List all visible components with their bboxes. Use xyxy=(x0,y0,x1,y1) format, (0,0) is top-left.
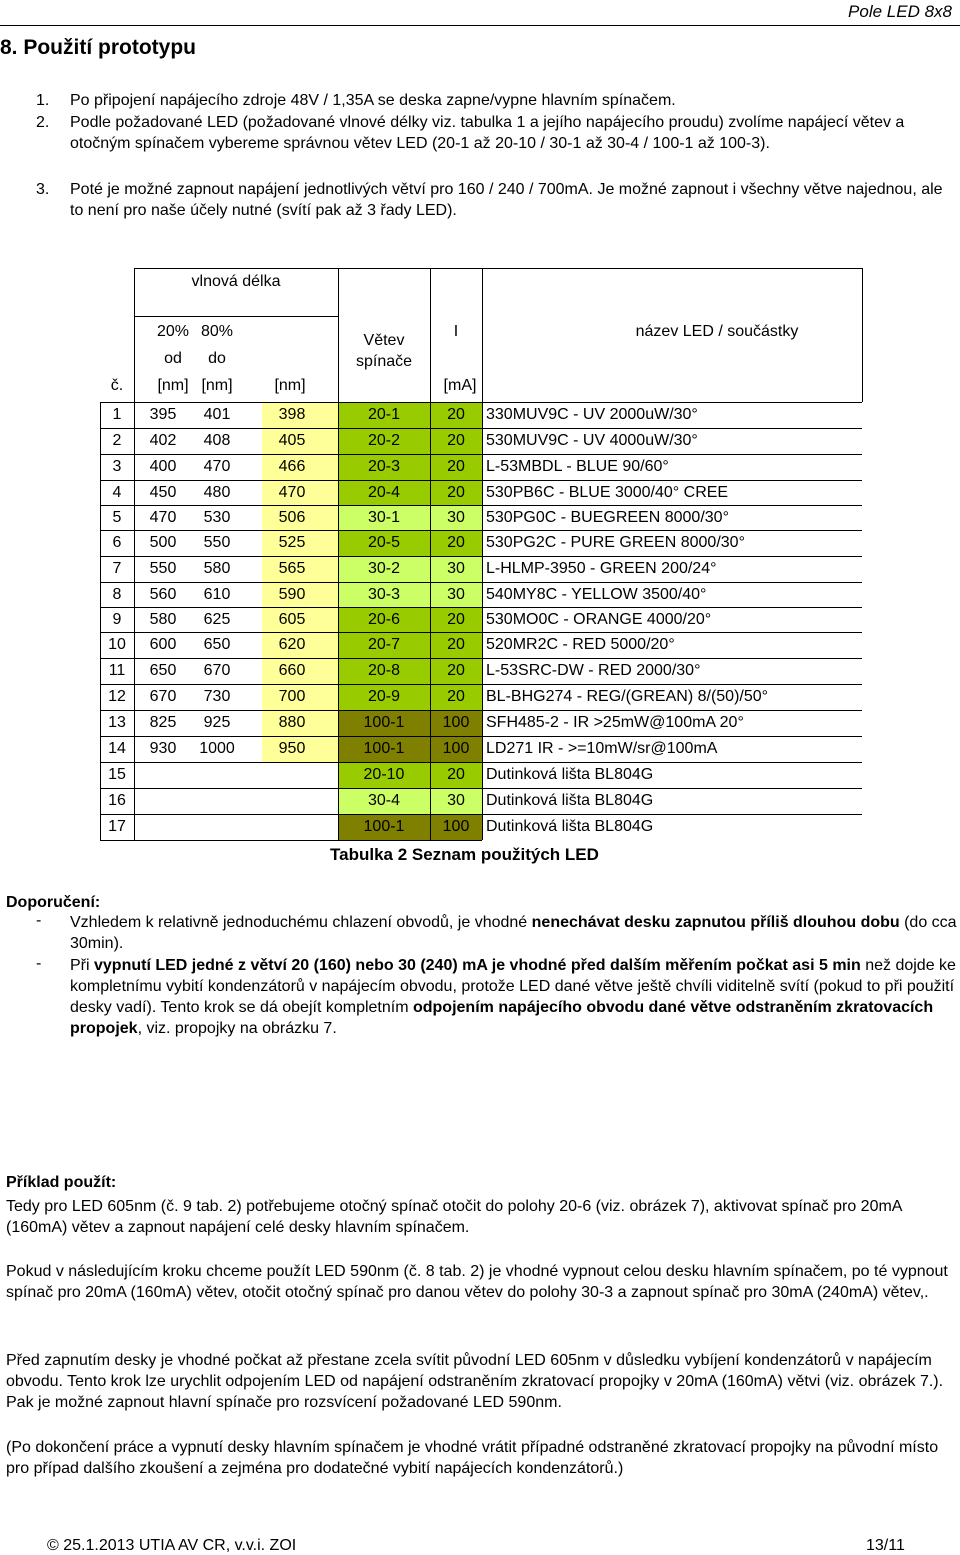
row-number: 17 xyxy=(108,818,126,835)
table-rule xyxy=(100,480,862,481)
table-rule xyxy=(100,505,862,506)
row-from: 930 xyxy=(149,740,177,757)
table-rule xyxy=(100,556,862,557)
row-to: 530 xyxy=(203,509,231,526)
row-current: 100 xyxy=(442,740,470,757)
table-rule xyxy=(100,710,862,711)
row-number: 13 xyxy=(108,714,126,731)
row-peak: 880 xyxy=(278,714,306,731)
header-peak-unit: [nm] xyxy=(274,377,306,394)
row-led-name: L-HLMP-3950 - GREEN 200/24° xyxy=(486,560,717,577)
row-peak: 470 xyxy=(278,484,306,501)
row-peak: 590 xyxy=(278,586,306,603)
row-branch: 30-4 xyxy=(367,792,401,809)
row-led-name: LD271 IR - >=10mW/sr@100mA xyxy=(486,740,718,757)
row-from: 500 xyxy=(149,534,177,551)
step-number: 3. xyxy=(36,181,50,198)
step-text: Poté je možné zapnout napájení jednotlivých větví pro 160 / 240 / 700mA. Je možné zapnout i všechny větve najednou, ale to není pro naše účely nutné (svítí pak až 3 řady LED). xyxy=(70,181,943,219)
row-branch: 20-3 xyxy=(367,458,401,475)
recommend-text: Vzhledem k relativně jednoduchému chlazení obvodů, je vhodné xyxy=(70,914,532,931)
table-rule xyxy=(338,402,339,840)
row-to: 401 xyxy=(203,406,231,423)
table-rule xyxy=(482,402,483,840)
row-led-name: L-53MBDL - BLUE 90/60° xyxy=(486,458,669,475)
header-led-name: název LED / součástky xyxy=(635,323,799,340)
table-rule xyxy=(100,632,862,633)
row-led-name: 540MY8C - YELLOW 3500/40° xyxy=(486,586,707,603)
row-current: 20 xyxy=(447,688,465,705)
row-number: 4 xyxy=(112,484,122,501)
table-rule xyxy=(338,268,862,269)
row-from: 550 xyxy=(149,560,177,577)
row-number: 6 xyxy=(112,534,122,551)
row-number: 8 xyxy=(112,586,122,603)
row-to: 925 xyxy=(203,714,231,731)
header-to: do xyxy=(208,350,226,367)
table-rule xyxy=(100,402,101,840)
recommend-emphasis: odpojením napájecího obvodu dané větve odstraněním zkratovacích propojek xyxy=(70,999,934,1037)
row-from: 600 xyxy=(149,636,177,653)
row-branch: 20-8 xyxy=(367,662,401,679)
table-rule xyxy=(100,428,862,429)
row-to: 625 xyxy=(203,611,231,628)
row-from: 450 xyxy=(149,484,177,501)
table-rule xyxy=(100,684,862,685)
table-rule xyxy=(430,402,431,840)
row-branch: 20-1 xyxy=(367,406,401,423)
row-from: 470 xyxy=(149,509,177,526)
row-to: 408 xyxy=(203,432,231,449)
example-paragraph-2: Pokud v následujícím kroku chceme použít LED 590nm (č. 8 tab. 2) je vhodné vypnout celou desku hlavním spínačem, po té vypnout spínač pro 20mA (160mA) větev, otočit otočný spínač pro danou větev do polohy 30-3 a zapnout spínač pro 30mA (240mA) větev,. xyxy=(6,1263,948,1301)
row-branch: 100-1 xyxy=(363,740,405,757)
header-80pct: 80% xyxy=(200,323,234,340)
row-number: 14 xyxy=(108,740,126,757)
row-from: 402 xyxy=(149,432,177,449)
row-peak: 660 xyxy=(278,662,306,679)
row-peak: 525 xyxy=(278,534,306,551)
row-branch: 20-4 xyxy=(367,484,401,501)
recommend-text: než dojde ke kompletnímu vybití kondenzátorů v napájecím obvodu, protože LED dané větve ještě chvíli viditelně svítí (pokud to při použití desky vadí). Tento krok se dá obejít kompletním xyxy=(70,957,956,1016)
row-led-name: 530PB6C - BLUE 3000/40° CREE xyxy=(486,484,729,501)
row-to: 550 xyxy=(203,534,231,551)
header-from-unit: [nm] xyxy=(157,377,189,394)
row-current: 30 xyxy=(447,792,465,809)
row-current: 100 xyxy=(442,714,470,731)
row-peak: 405 xyxy=(278,432,306,449)
row-peak: 950 xyxy=(278,740,306,757)
row-number: 5 xyxy=(112,509,122,526)
row-to: 730 xyxy=(203,688,231,705)
row-from: 400 xyxy=(149,458,177,475)
header-20pct: 20% xyxy=(156,323,190,340)
row-led-name: 530PG0C - BUEGREEN 8000/30° xyxy=(486,509,729,526)
header-to-unit: [nm] xyxy=(201,377,233,394)
row-branch: 20-5 xyxy=(367,534,401,551)
table-rule xyxy=(100,454,862,455)
table-rule xyxy=(100,582,862,583)
row-current: 20 xyxy=(447,406,465,423)
table-rule xyxy=(134,268,338,269)
recommend-emphasis: nenechávat desku zapnutou příliš dlouhou dobu xyxy=(531,914,900,931)
row-branch: 100-1 xyxy=(363,818,405,835)
row-branch: 20-7 xyxy=(367,636,401,653)
row-number: 10 xyxy=(108,636,126,653)
row-number: 9 xyxy=(112,611,122,628)
header-doc-title: Pole LED 8x8 xyxy=(848,2,952,21)
row-peak: 506 xyxy=(278,509,306,526)
table-rule xyxy=(100,530,862,531)
row-to: 670 xyxy=(203,662,231,679)
row-peak: 605 xyxy=(278,611,306,628)
row-led-name: 520MR2C - RED 5000/20° xyxy=(486,636,675,653)
row-peak: 620 xyxy=(278,636,306,653)
row-current: 20 xyxy=(447,458,465,475)
row-number: 12 xyxy=(108,688,126,705)
row-to: 610 xyxy=(203,586,231,603)
header-current: I xyxy=(453,323,459,340)
row-current: 100 xyxy=(442,818,470,835)
row-current: 20 xyxy=(447,662,465,679)
table-rule xyxy=(100,736,862,737)
row-peak: 466 xyxy=(278,458,306,475)
row-current: 20 xyxy=(447,766,465,783)
row-current: 20 xyxy=(447,611,465,628)
table-rule xyxy=(100,607,862,608)
row-from: 650 xyxy=(149,662,177,679)
row-led-name: BL-BHG274 - REG/(GREAN) 8/(50)/50° xyxy=(486,688,769,705)
row-to: 1000 xyxy=(199,740,235,757)
row-branch: 20-9 xyxy=(367,688,401,705)
row-from: 395 xyxy=(149,406,177,423)
table-rule xyxy=(100,402,862,403)
row-current: 30 xyxy=(447,560,465,577)
row-current: 20 xyxy=(447,484,465,501)
row-led-name: Dutinková lišta BL804G xyxy=(486,818,654,835)
example-paragraph-1: Tedy pro LED 605nm (č. 9 tab. 2) potřebujeme otočný spínač otočit do polohy 20-6 (viz. obrázek 7), aktivovat spínač pro 20mA (160mA) větev a zapnout napájení celé desky hlavním spínačem. xyxy=(6,1198,902,1236)
row-led-name: Dutinková lišta BL804G xyxy=(486,766,654,783)
row-current: 20 xyxy=(447,636,465,653)
recommend-text: (do cca 30min). xyxy=(70,914,957,952)
row-to: 580 xyxy=(203,560,231,577)
row-to: 470 xyxy=(203,458,231,475)
table-caption: Tabulka 2 Seznam použitých LED xyxy=(330,845,599,864)
table-rule xyxy=(100,658,862,659)
recommend-text: , viz. propojky na obrázku 7. xyxy=(137,1020,337,1037)
row-number: 7 xyxy=(112,560,122,577)
row-led-name: Dutinková lišta BL804G xyxy=(486,792,654,809)
step-number: 1. xyxy=(36,92,50,109)
row-from: 670 xyxy=(149,688,177,705)
row-number: 3 xyxy=(112,458,122,475)
example-paragraph-4: (Po dokončení práce a vypnutí desky hlavním spínačem je vhodné vrátit případné odstraněné zkratovací propojky na původní místo pro případ dalšího zkoušení a zejména pro dodatečné vybití napájecích kondenzátorů.) xyxy=(6,1439,939,1477)
row-peak: 398 xyxy=(278,406,306,423)
row-from: 580 xyxy=(149,611,177,628)
header-from: od xyxy=(164,350,182,367)
recommend-item-1 xyxy=(70,912,958,954)
step-text: Podle požadované LED (požadované vlnové délky viz. tabulka 1 a jejího napájecího proudu) zvolíme napájecí větev a otočným spínačem vybereme správnou větev LED (20-1 až 20-10 / 30-1 až 30-4 / 100-1 až 100-3). xyxy=(70,114,905,152)
row-led-name: 530MUV9C - UV 4000uW/30° xyxy=(486,432,698,449)
step-text: Po připojení napájecího zdroje 48V / 1,35A se deska zapne/vypne hlavním spínačem. xyxy=(70,92,676,109)
recommend-item-2 xyxy=(70,955,958,1039)
row-branch: 20-10 xyxy=(363,766,405,783)
row-branch: 20-6 xyxy=(367,611,401,628)
footer-copyright: © 25.1.2013 UTIA AV CR, v.v.i. ZOI xyxy=(47,1537,297,1554)
table-rule xyxy=(862,268,863,402)
table-rule xyxy=(134,268,135,840)
table-rule xyxy=(482,268,483,402)
row-current: 20 xyxy=(447,432,465,449)
header-wavelength: vlnová délka xyxy=(191,273,281,290)
row-branch: 30-1 xyxy=(367,509,401,526)
example-title: Příklad použít: xyxy=(6,1174,117,1191)
row-branch: 20-2 xyxy=(367,432,401,449)
row-current: 20 xyxy=(447,534,465,551)
row-branch: 30-3 xyxy=(367,586,401,603)
bullet-dash: - xyxy=(36,955,42,972)
table-rule xyxy=(100,814,862,815)
row-number: 16 xyxy=(108,792,126,809)
table-rule xyxy=(100,840,482,841)
row-number: 2 xyxy=(112,432,122,449)
row-to: 480 xyxy=(203,484,231,501)
bullet-dash: - xyxy=(36,912,42,929)
header-switch: spínače xyxy=(355,353,413,370)
header-branch: Větev xyxy=(363,332,405,349)
table-rule xyxy=(430,268,431,402)
row-peak: 565 xyxy=(278,560,306,577)
table-rule xyxy=(100,762,862,763)
row-led-name: SFH485-2 - IR >25mW@100mA 20° xyxy=(486,714,744,731)
header-divider xyxy=(0,25,960,26)
recommend-text: Při xyxy=(70,957,94,974)
row-led-name: L-53SRC-DW - RED 2000/30° xyxy=(486,662,701,679)
footer-page-number: 13/11 xyxy=(866,1537,905,1554)
example-paragraph-3: Před zapnutím desky je vhodné počkat až přestane zcela svítit původní LED 605nm v důsledku vybíjení kondenzátorů v napájecím obvodu. Tento krok lze urychlit odpojením LED od napájení odstraněním zkratovací propojky v 20mA (160mA) větvi (viz. obrázek 7.). Pak je možné zapnout hlavní spínače pro rozsvícení požadované LED 590nm. xyxy=(6,1352,944,1411)
row-branch: 100-1 xyxy=(363,714,405,731)
row-current: 30 xyxy=(447,509,465,526)
table-rule xyxy=(100,788,862,789)
row-number: 1 xyxy=(112,406,122,423)
row-peak: 700 xyxy=(278,688,306,705)
row-number: 15 xyxy=(108,766,126,783)
row-branch: 30-2 xyxy=(367,560,401,577)
row-current: 30 xyxy=(447,586,465,603)
header-current-unit: [mA] xyxy=(443,377,477,394)
row-to: 650 xyxy=(203,636,231,653)
row-led-name: 530PG2C - PURE GREEN 8000/30° xyxy=(486,534,745,551)
row-from: 825 xyxy=(149,714,177,731)
row-led-name: 530MO0C - ORANGE 4000/20° xyxy=(486,611,712,628)
table-rule xyxy=(338,268,339,402)
row-from: 560 xyxy=(149,586,177,603)
recommend-emphasis: vypnutí LED jedné z větví 20 (160) nebo 30 (240) mA je vhodné před dalším měřením počkat asi 5 min xyxy=(94,957,861,974)
row-led-name: 330MUV9C - UV 2000uW/30° xyxy=(486,406,698,423)
header-number: č. xyxy=(110,377,124,394)
recommend-title: Doporučení: xyxy=(6,894,101,911)
table-rule xyxy=(134,316,338,317)
step-number: 2. xyxy=(36,114,50,131)
section-title: 8. Použití prototypu xyxy=(0,36,196,59)
row-number: 11 xyxy=(108,662,126,679)
